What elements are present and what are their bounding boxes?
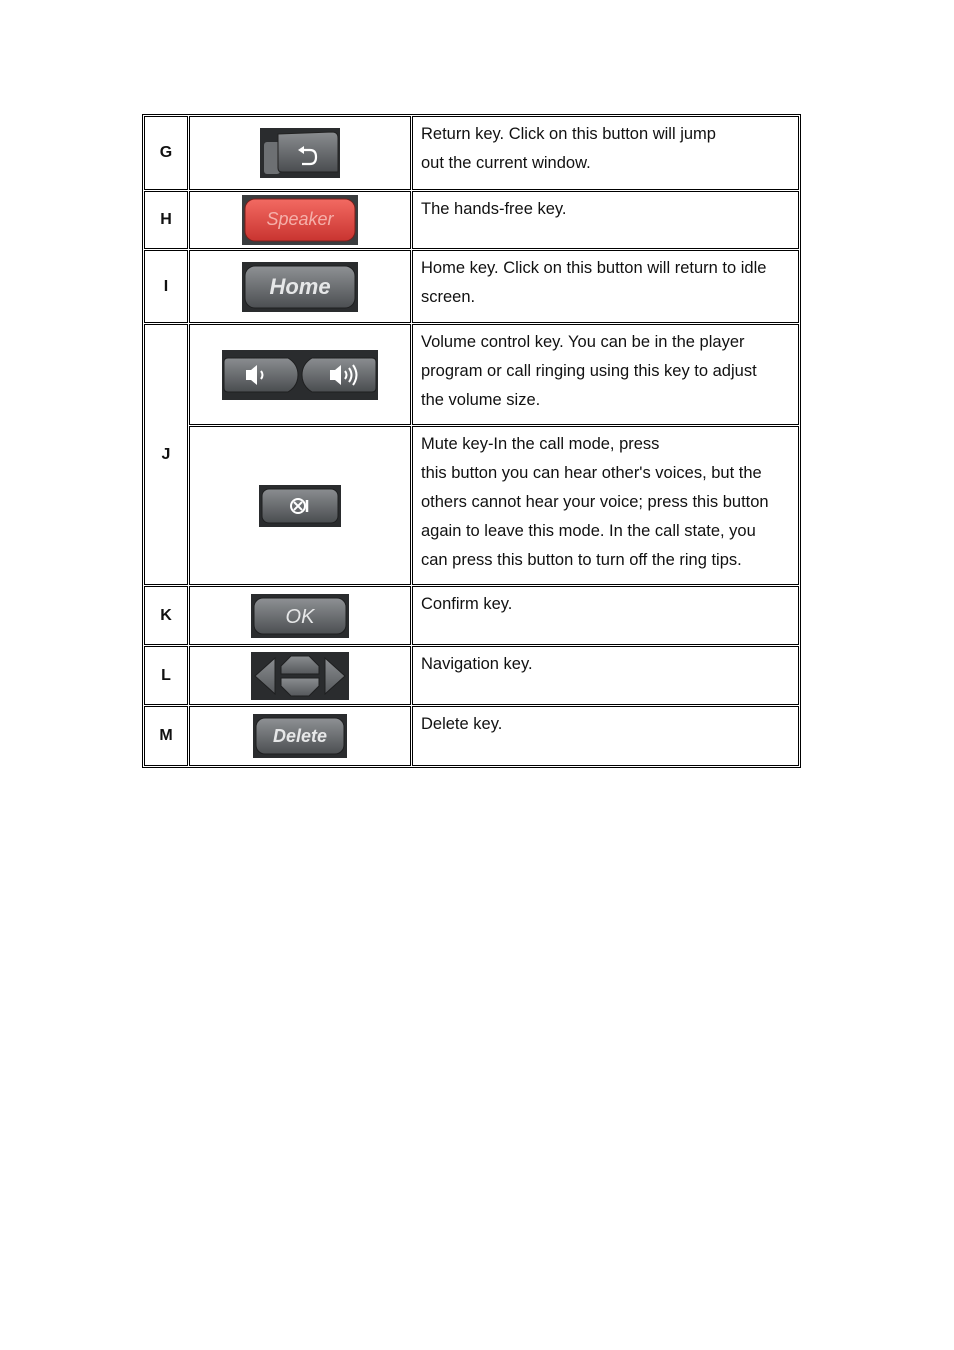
description-line: out the current window. — [421, 154, 591, 172]
key-image-cell — [189, 426, 411, 585]
description-line: this button you can hear other's voices, but the — [421, 464, 762, 482]
row-letter-g: G — [144, 116, 188, 190]
home-key-label: Home — [269, 273, 331, 299]
description-line: Mute key-In the call mode, press — [421, 435, 660, 453]
description-line: Navigation key. — [421, 655, 533, 673]
row-letter-i: I — [144, 250, 188, 323]
key-image-cell — [189, 646, 411, 705]
description-cell — [412, 191, 799, 249]
description-line: screen. — [421, 288, 476, 306]
row-letter-l: L — [144, 646, 188, 705]
description-cell — [412, 324, 799, 425]
delete-key-label: Delete — [272, 726, 328, 746]
description-line: Volume control key. You can be in the player — [421, 333, 745, 351]
row-letter-m: M — [144, 706, 188, 766]
volume-keys-icon — [222, 350, 378, 400]
description-line: Confirm key. — [421, 595, 513, 613]
key-image-cell — [189, 324, 411, 425]
description-line: The hands-free key. — [421, 200, 567, 218]
key-image-cell — [189, 250, 411, 323]
delete-key-icon — [253, 714, 347, 758]
row-letter-k: K — [144, 586, 188, 645]
description-line: can press this button to turn off the ring tips. — [421, 551, 742, 569]
navigation-key-icon — [251, 652, 349, 700]
description-cell — [412, 706, 799, 766]
key-image-cell — [189, 706, 411, 766]
row-letter-j: J — [144, 324, 188, 585]
description-cell — [412, 116, 799, 190]
description-cell — [412, 646, 799, 705]
description-line: others cannot hear your voice; press this button — [421, 493, 769, 511]
ok-key-icon — [251, 594, 349, 638]
mute-key-icon — [259, 485, 341, 527]
description-line: Home key. Click on this button will return to idle — [421, 259, 767, 277]
description-line: program or call ringing using this key to adjust — [421, 362, 757, 380]
description-line: the volume size. — [421, 391, 541, 409]
description-line: again to leave this mode. In the call state, you — [421, 522, 756, 540]
row-letter-h: H — [144, 191, 188, 249]
description-line: Return key. Click on this button will jump — [421, 125, 716, 143]
key-image-cell — [189, 586, 411, 645]
description-line: Delete key. — [421, 715, 503, 733]
speaker-key-label: Speaker — [266, 209, 334, 229]
description-cell — [412, 586, 799, 645]
description-cell — [412, 250, 799, 323]
key-image-cell — [189, 116, 411, 190]
speaker-key-icon — [242, 195, 358, 245]
key-image-cell — [189, 191, 411, 249]
description-cell — [412, 426, 799, 585]
return-key-icon — [260, 128, 340, 178]
home-key-icon — [242, 262, 358, 312]
ok-key-label: OK — [285, 605, 315, 628]
